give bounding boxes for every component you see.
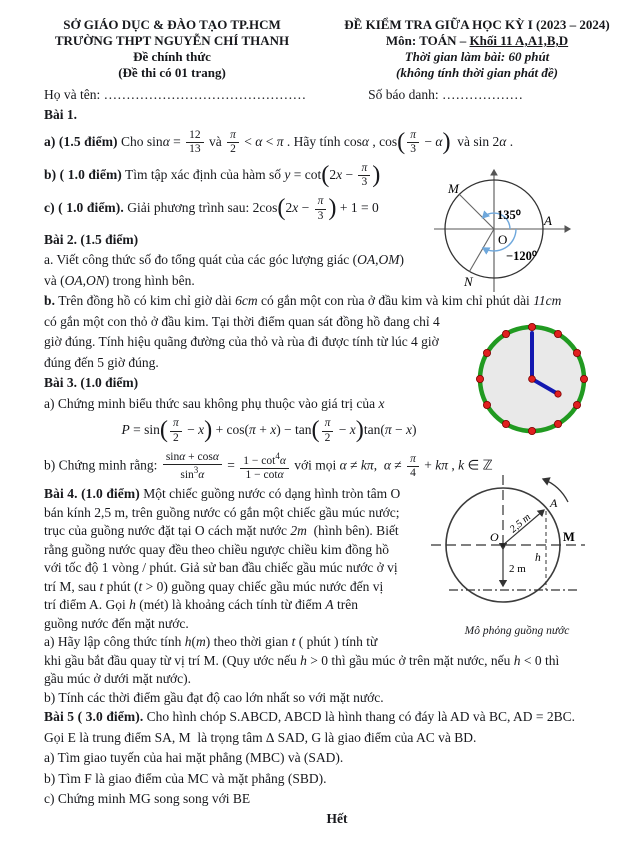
official-label: Đề chính thức bbox=[133, 49, 211, 64]
subject-line bbox=[318, 33, 636, 49]
bai3-question-b: b) Chứng minh rằng: $\frac{\sin\alpha + \cos\alpha}{\sin^3\alpha}$ = $\frac{1 - \cot^4\alpha}{1 - \cot\alpha}$ với mọi α ≠ kπ, α ≠ $\frac{\pi}{4}$ + kπ , k ∈ ℤ bbox=[44, 450, 493, 481]
unit-circle-svg bbox=[424, 163, 580, 299]
bai4-line-8: guồng nước đến mặt nước. bbox=[44, 615, 189, 631]
point-a-label: A bbox=[544, 213, 552, 228]
unit-circle-diagram bbox=[424, 163, 580, 299]
hour-hand-tip-dot bbox=[555, 391, 561, 397]
bai4-question-a: a) Hãy lập công thức tính h(m) theo thời gian t ( phút ) tính từ bbox=[44, 634, 378, 650]
bai1-question-b: b) ( 1.0 điểm) Tìm tập xác định của hàm số y = cot(2x − $\frac{\pi}{3}$ ) bbox=[44, 160, 381, 189]
bai4-line-7: trí điểm A. Gọi h (mét) là khoảng cách tính từ điểm A trên bbox=[44, 597, 359, 613]
header-right-block bbox=[318, 17, 636, 81]
end-of-exam-label: Hết bbox=[326, 810, 348, 826]
wheel-2m-label: 2 m bbox=[509, 563, 526, 575]
bai2-question-b-line3: giờ đúng. Tính hiệu quãng đường của thỏ và rùa đi được tính từ lúc 4 giờ bbox=[44, 334, 439, 350]
water-wheel-svg bbox=[427, 469, 607, 619]
school-name: TRƯỜNG THPT NGUYỄN CHÍ THANH bbox=[54, 33, 290, 48]
subject-class: Khối 11 A,A1,B,D bbox=[469, 33, 569, 48]
department-name: SỞ GIÁO DỤC & ĐÀO TẠO TP.HCM bbox=[63, 17, 281, 32]
bai4-question-a-cont1: khi gầu bắt đầu quay từ vị trí M. (Quy ước nếu h > 0 thì gầu múc ở trên mặt nước, nếu h < 0 thì bbox=[44, 652, 560, 668]
duration-line: Thời gian làm bài: 60 phút bbox=[404, 49, 550, 64]
bai4-question-b: b) Tính các thời điểm gầu đạt độ cao lớn nhất so với mặt nước. bbox=[44, 689, 384, 705]
bai2-question-b-line4: đúng đến 5 giờ đúng. bbox=[44, 354, 159, 370]
bai4-line-1: Bài 4. (1.0 điểm) Một chiếc guồng nước có dạng hình tròn tâm O bbox=[44, 486, 401, 502]
bai2-question-b-line1: b. Trên đồng hồ có kim chỉ giờ dài 6cm có gắn một con rùa ở đầu kim và kim chỉ phút dài 11cm bbox=[44, 293, 562, 309]
bai2-question-a-line2: và (OA,ON) trong hình bên. bbox=[44, 272, 195, 288]
ray-om bbox=[459, 194, 494, 229]
wheel-radius-label: 2,5 m bbox=[508, 511, 533, 536]
bai5-line-2: Gọi E là trung điểm SA, M là trọng tâm ∆ SAD, G là giao điểm của AC và BD. bbox=[44, 729, 477, 745]
bai2-title: Bài 2. (1.5 điểm) bbox=[44, 231, 139, 247]
wheel-o-label: O bbox=[490, 530, 499, 544]
duration-note: (không tính thời gian phát đề) bbox=[396, 65, 558, 80]
wheel-center-dot bbox=[501, 543, 505, 547]
bai1-title: Bài 1. bbox=[44, 107, 78, 122]
pages-note: (Đề thi có 01 trang) bbox=[118, 65, 226, 80]
clock-svg bbox=[474, 321, 590, 437]
bai5-question-b: b) Tìm F là giao điểm của MC và mặt phẳng (SBD). bbox=[44, 770, 327, 786]
wheel-h-label: h bbox=[535, 552, 541, 564]
bai4-question-a-cont2: gầu múc ở dưới mặt nước). bbox=[44, 671, 192, 687]
clock-diagram bbox=[474, 321, 590, 437]
bai2-question-b-line2: có gắn một con thỏ ở đầu kim. Tại thời điểm quan sát đồng hồ đang chỉ 4 bbox=[44, 313, 440, 329]
clock-center-dot bbox=[529, 376, 536, 383]
bai3-title: Bài 3. (1.0 điểm) bbox=[44, 375, 139, 391]
bai1-question-c: c) ( 1.0 điểm). Giải phương trình sau: 2cos(2x − $\frac{\pi}{3}$ ) + 1 = 0 bbox=[44, 194, 379, 222]
bai5-block bbox=[44, 707, 630, 810]
bai4-line-2: bán kính 2,5 m, trên guồng nước có gắn một chiếc gầu múc nước; bbox=[44, 504, 400, 520]
angle-135-label: 135⁰ bbox=[497, 208, 521, 222]
bai5-question-c: c) Chứng minh MG song song với BE bbox=[44, 791, 251, 807]
wheel-a-label: A bbox=[550, 496, 558, 510]
bai4-line-4: rằng guồng nước quay đều theo chiều ngược chiều kim đồng hồ bbox=[44, 541, 389, 557]
subject-prefix: Môn: TOÁN – bbox=[385, 33, 470, 48]
wheel-m-label: M bbox=[563, 530, 575, 544]
header-left-block bbox=[26, 17, 318, 81]
origin-label: O bbox=[498, 232, 508, 247]
exam-title: ĐỀ KIỂM TRA GIỮA HỌC KỲ I (2023 – 2024) bbox=[344, 17, 610, 32]
bai5-question-a: a) Tìm giao tuyến của hai mặt phẳng (MBC) và (SAD). bbox=[44, 750, 344, 766]
candidate-number-label: Số báo danh: ……………… bbox=[368, 87, 523, 102]
bai2-question-a-line1: a. Viết công thức số đo tổng quát của các góc lượng giác (OA,OM) bbox=[44, 252, 404, 268]
angle-minus-120-label: −120⁰ bbox=[506, 249, 537, 263]
bai4-line-6: trí M, sau t phút (t > 0) guồng quay chiếc gầu múc nước đến vị bbox=[44, 578, 384, 594]
bai4-line-5: với tốc độ 1 vòng / phút. Giả sử ban đầu chiếc gầu múc nước ở vị bbox=[44, 560, 398, 576]
exam-header bbox=[0, 0, 644, 81]
bai5-line-1: Bài 5 ( 3.0 điểm). Cho hình chóp S.ABCD, ABCD là hình thang có đáy là AD và BC, AD = 2BC. bbox=[44, 709, 576, 725]
bai3-question-a: a) Chứng minh biểu thức sau không phụ thuộc vào giá trị của x bbox=[44, 395, 385, 411]
wheel-caption: Mô phỏng guồng nước bbox=[464, 625, 570, 637]
point-n-label: N bbox=[464, 274, 473, 289]
candidate-line bbox=[44, 86, 644, 103]
water-wheel-diagram bbox=[427, 469, 607, 635]
bai1-question-a: a) (1.5 điểm) Cho sinα = $\frac{12}{13}$ và $\frac{\pi}{2}$ < α < π . Hãy tính cosα , cos( $\frac{\pi}{3}$ − α) và sin 2α . bbox=[44, 127, 514, 155]
name-field-label: Họ và tên: ……………………………………… bbox=[44, 87, 307, 102]
bai4-line-3: trục của guồng nước đặt tại O cách mặt nước 2m (hình bên). Biết bbox=[44, 523, 399, 539]
bai3-formula-p: P = sin( $\frac{\pi}{2}$ − x) + cos(π + x) − tan( $\frac{\pi}{2}$ − x)tan(π − x) bbox=[121, 416, 417, 444]
point-m-label: M bbox=[448, 181, 459, 196]
